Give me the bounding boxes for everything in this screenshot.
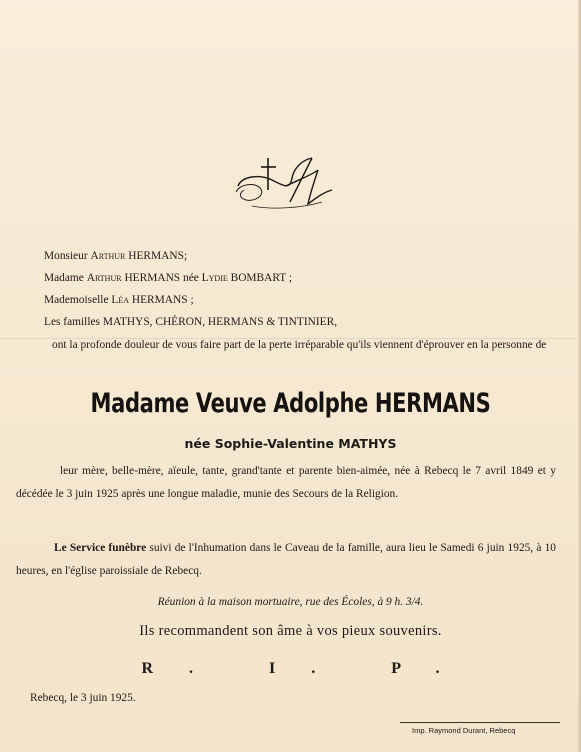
surname: HERMANS <box>128 250 184 262</box>
title: Mademoiselle <box>44 294 109 306</box>
printer-rule <box>400 722 560 723</box>
recommendation-text: Ils recommandent son âme à vos pieux souvenirs. <box>139 623 442 639</box>
surname: HERMANS <box>131 294 188 306</box>
family-line <box>44 289 564 311</box>
service-text: suivi de l'Inhumation dans le Caveau de la famille, aura lieu le Samedi 6 juin 1925, à 10 heures, en l'église paroissiale de Rebecq. <box>16 542 556 577</box>
separator: ; <box>288 272 293 284</box>
birth-name: née Sophie-Valentine MATHYS <box>184 436 397 451</box>
family-line <box>44 245 564 267</box>
service-lead: Le Service funèbre <box>54 542 147 554</box>
given-name: Arthur <box>90 250 126 262</box>
nee-label: née <box>183 272 199 284</box>
rip-text: R. I. P. <box>141 660 476 677</box>
service-paragraph <box>16 537 556 583</box>
given-name: Arthur <box>86 272 122 284</box>
cross-monogram-icon <box>232 150 342 215</box>
reunion-text: Réunion à la maison mortuaire, rue des Écoles, à 9 h. 3/4. <box>157 596 424 608</box>
title: Madame <box>44 272 84 284</box>
details-text: leur mère, belle-mère, aïeule, tante, grand'tante et parente bien-aimée, née à Rebecq le 7 avril 1849 et y décédée le 3 juin 1925 après une longue maladie, munie des Secours de la Religion. <box>16 465 556 500</box>
surname: HERMANS <box>124 272 181 284</box>
place-date: Rebecq, le 3 juin 1925. <box>30 692 136 704</box>
maiden-given-name: Lydie <box>201 272 228 284</box>
family-line: Les familles MATHYS, CHÉRON, HERMANS & TINTINIER, <box>44 316 338 328</box>
separator: ; <box>183 250 188 262</box>
separator: ; <box>190 294 194 306</box>
printer-credit: Imp. Raymond Durant, Rebecq <box>412 726 516 735</box>
title: Monsieur <box>44 250 88 262</box>
family-list <box>44 245 564 333</box>
given-name: Léa <box>111 294 130 306</box>
deceased-name: Madame Veuve Adolphe HERMANS <box>90 388 491 419</box>
maiden-surname: BOMBART <box>230 272 287 284</box>
announcement-text: ont la profonde douleur de vous faire part de la perte irréparable qu'ils viennent d'éprouver en la personne de <box>52 339 547 351</box>
family-line <box>44 267 564 289</box>
